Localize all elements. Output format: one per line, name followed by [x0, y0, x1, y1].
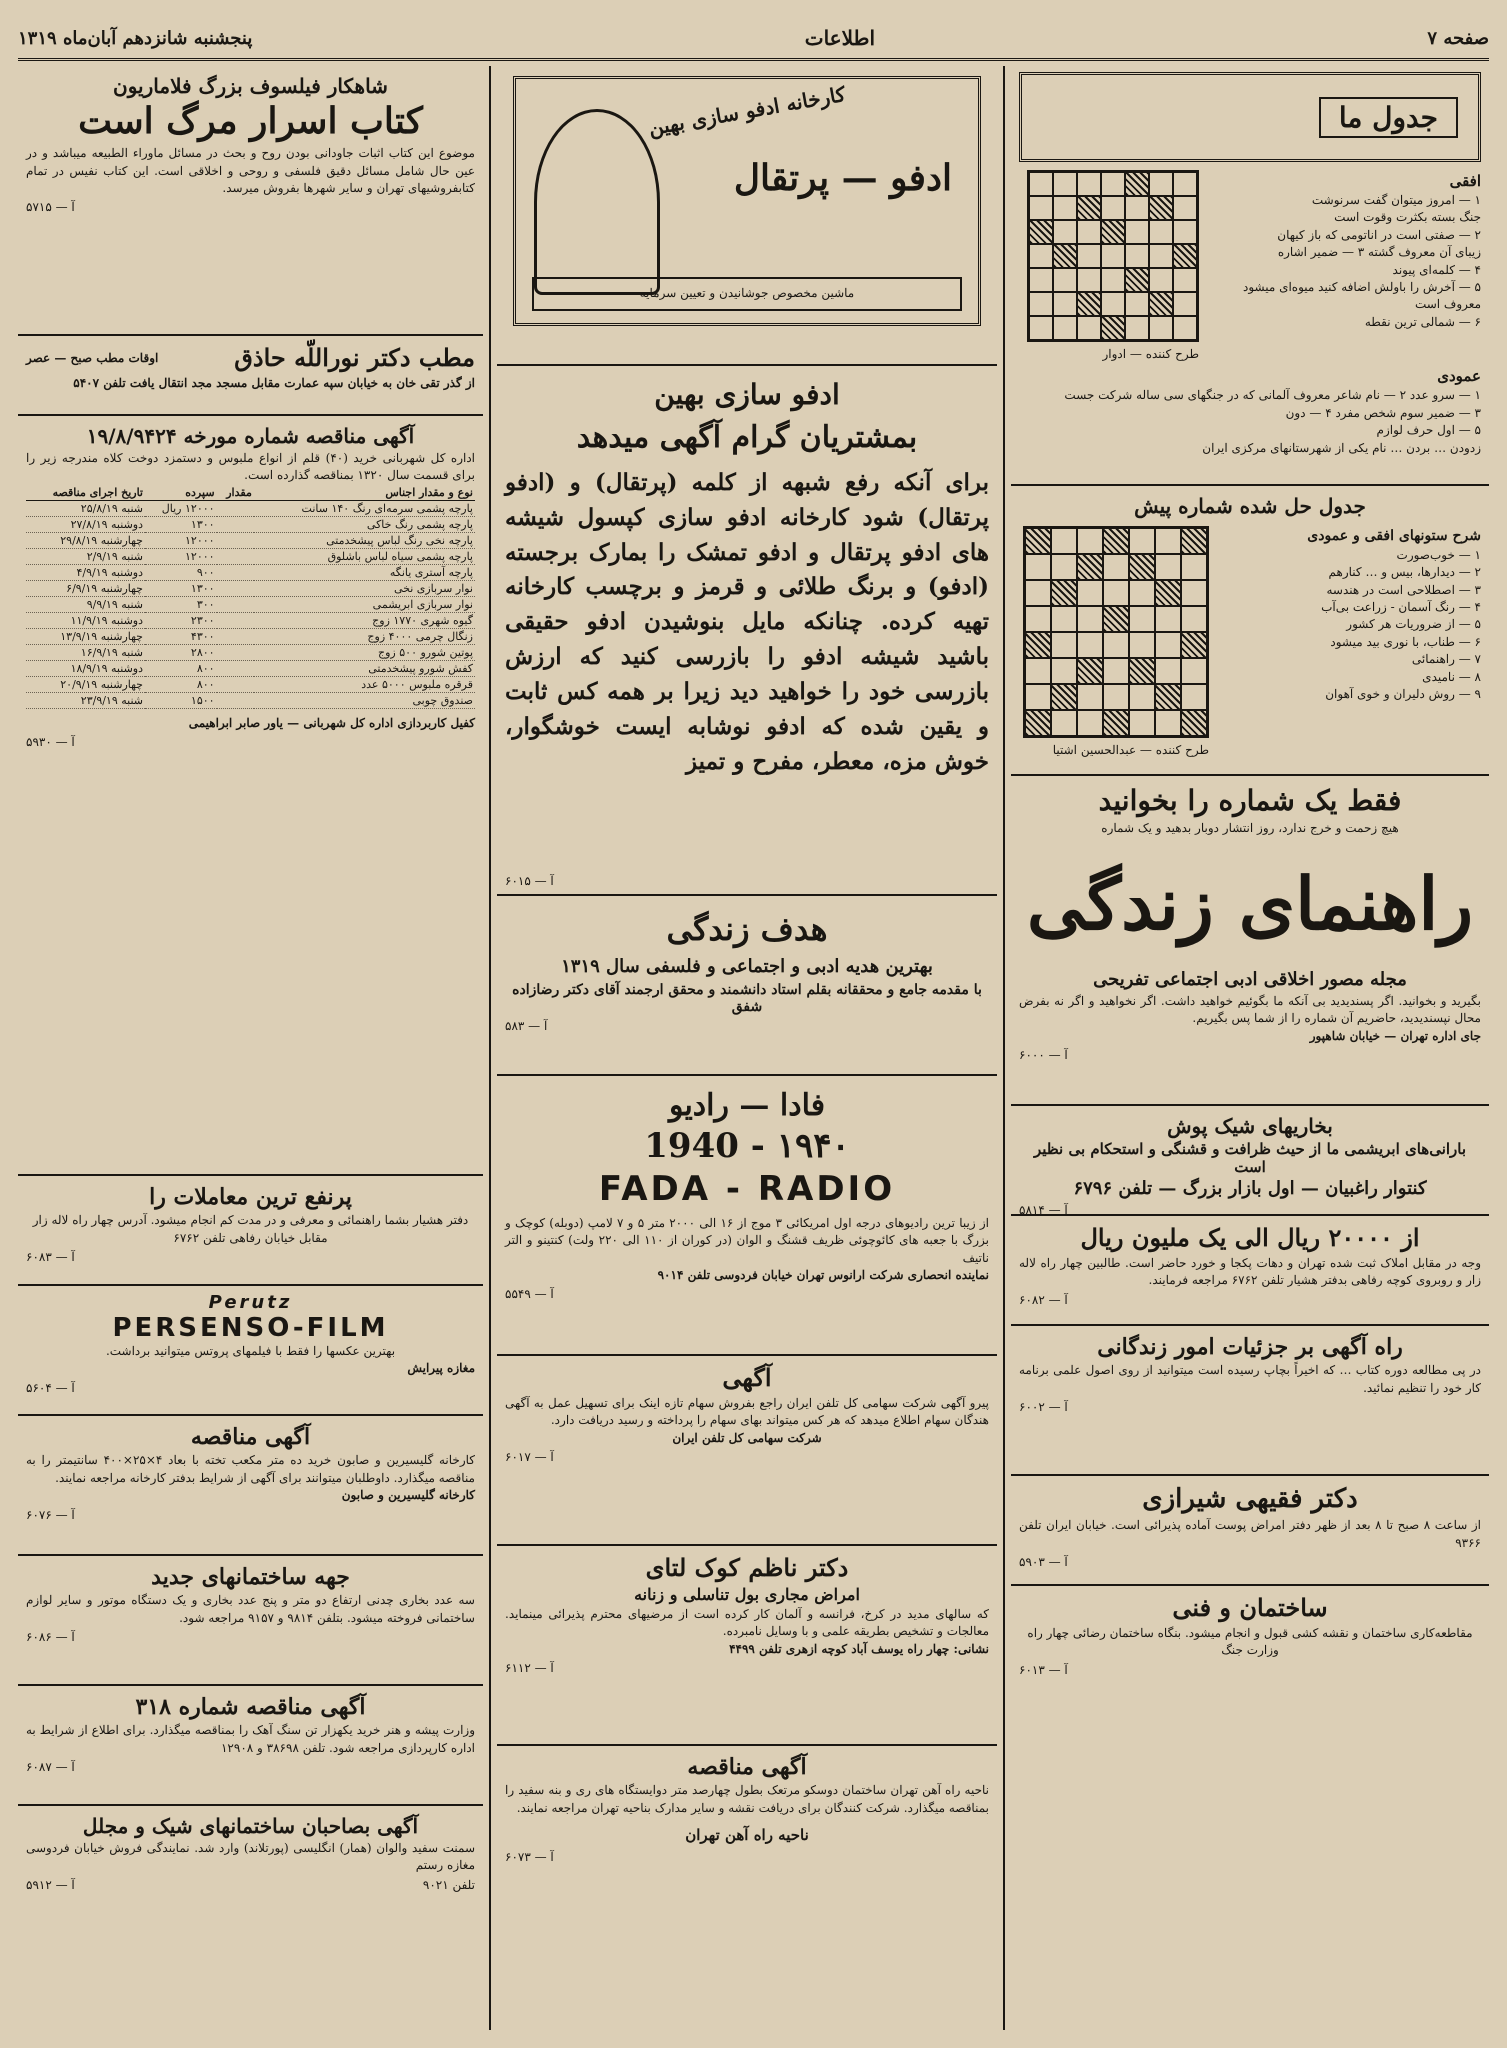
issue-date: پنجشنبه شانزدهم آبان‌ماه ۱۳۱۹ — [18, 27, 253, 49]
perutz-logo: Perutz — [208, 1292, 293, 1313]
tender-cell: کفش شورو پیشخدمتی — [254, 660, 475, 676]
glycerin-title: آگهی مناقصه — [190, 1424, 311, 1450]
tender-row — [26, 532, 475, 548]
solved-grid — [1023, 526, 1209, 738]
perutz-code: آ — ۵۶۰۴ — [26, 1380, 75, 1395]
tender-cell: پارچه پشمی رنگ خاکی — [254, 516, 475, 532]
doctor-shirazi-ad — [1011, 1476, 1489, 1586]
clinic-title: مطب دکتر نوراللّه حاذق — [234, 343, 475, 372]
adfu-note: ماشین مخصوص جوشانیدن و تعیین سرمایه — [639, 286, 855, 300]
heater-headline: بخاریهای شیک پوش — [1167, 1114, 1333, 1138]
tender-row — [26, 516, 475, 532]
down-title: عمودی — [1437, 367, 1481, 386]
tender-row — [26, 548, 475, 564]
middle-column — [497, 66, 997, 2030]
doctor-nazemi-code: آ — ۶۱۱۲ — [505, 1661, 554, 1676]
tender-cell — [217, 644, 254, 660]
tender-cell: زنگال چرمی ۴۰۰۰ زوج — [254, 628, 475, 644]
adfu-banner: کارخانه ادفو سازی بهین — [646, 81, 848, 141]
tender-cell — [217, 548, 254, 564]
tender318-code: آ — ۶۰۸۷ — [26, 1760, 75, 1775]
hoshyar-body: دفتر هشیار بشما راهنمائی و معرفی و در مدت کم انجام میشود. آدرس چهار راه لاله زار مقابل خیابان رفاهی تلفن ۶۷۶۲ — [32, 1213, 469, 1245]
tender318-body: وزارت پیشه و هنر خرید یکهزار تن سنگ آهک را بمناقصه میگذارد. برای اطلاع از شرایط به اداره کارپردازی مراجعه شود. تلفن ۳۸۶۹۸ و ۱۲۹۰۸ — [26, 1723, 475, 1755]
tender-cell: ۱۳۰۰ — [145, 516, 217, 532]
solved-item: ۲ — دیدارها، بیس و … کنارهم — [1328, 565, 1481, 580]
magazine-body: بگیرید و بخوانید. اگر پسندیدید بی آنکه ما بگوئیم خواهید داشت. اگر نخواهید و اگر نه بفرض محال نپسندیدید، حاضریم آن شماره را از شما پس بگیریم. — [1019, 993, 1481, 1026]
loan-code: آ — ۶۰۸۲ — [1019, 1292, 1068, 1307]
tender-cell: نوار سربازی نخی — [254, 580, 475, 596]
tender-row — [26, 580, 475, 596]
solved-item: ۴ — رنگ آسمان - زراعت بی‌آب — [1321, 599, 1481, 614]
tender-signature: کفیل کاربردازی اداره کل شهربانی — یاور صابر ابراهیمی — [188, 715, 475, 730]
tender-table — [26, 485, 475, 709]
tender-cell: ۱۲۰۰۰ ریال — [145, 500, 217, 516]
tender-cell: ۱۵۰۰ — [145, 692, 217, 708]
guide-ad — [1011, 1326, 1489, 1476]
cement-body: سمنت سفید والوان (همار) انگلیسی (پورتلاند) وارد شد. نمایندگی فروش خیابان فردوسی مغازه رستم — [26, 1841, 475, 1873]
adfu-illustration — [513, 76, 981, 326]
page-number: صفحه ۷ — [1427, 27, 1489, 49]
tender-cell — [217, 660, 254, 676]
guide-headline: راه آگهی بر جزئیات امور زندگانی — [1097, 1334, 1403, 1360]
railway-tender-ad — [497, 1746, 997, 1986]
tender-row — [26, 612, 475, 628]
construction-ad — [1011, 1586, 1489, 1706]
magazine-code: آ — ۶۰۰۰ — [1019, 1048, 1068, 1063]
solved-item: ۹ — روش دلیران و خوی آهوان — [1325, 686, 1481, 701]
tender-cell: گیوه شهری ۱۷۷۰ زوج — [254, 612, 475, 628]
book-code: آ — ۵۷۱۵ — [26, 200, 75, 215]
solved-explain-title: شرح ستونهای افقی و عمودی — [1307, 528, 1481, 544]
crossword-grid — [1027, 170, 1199, 342]
cement-title: آگهی بصاحبان ساختمانهای شیک و مجلل — [82, 1814, 419, 1838]
railway-signature: ناحیه راه آهن تهران — [685, 1826, 809, 1845]
police-tender-ad — [18, 416, 483, 1176]
adfu-text-ad — [497, 366, 997, 896]
tender-cell: ۳۰۰ — [145, 596, 217, 612]
tender-cell — [217, 692, 254, 708]
tender-row — [26, 676, 475, 692]
tender-cell — [217, 596, 254, 612]
phone-code: آ — ۶۰۱۷ — [505, 1449, 554, 1464]
hadaf-author: با مقدمه جامع و محققانه بقلم استاد دانشمند و محقق ارجمند آقای دکتر رضازاده شفق — [512, 981, 982, 1015]
adfu-brand: ادفو — پرتقال — [733, 157, 952, 199]
doctor-nazemi-subtitle: امراض مجاری بول تناسلی و زنانه — [634, 1584, 860, 1604]
tender-cell: ۲۳۰۰ — [145, 612, 217, 628]
tender-cell — [217, 676, 254, 692]
tender-cell: ۱۲۰۰۰ — [145, 548, 217, 564]
hadaf-subtitle: بهترین هدیه ادبی و اجتماعی و فلسفی سال ۱۳۱۹ — [561, 956, 933, 978]
crossword-clues — [1209, 170, 1481, 363]
across-clue: ۶ — شمالی ترین نقطه — [1364, 314, 1481, 329]
heater-code: آ — ۵۸۱۴ — [1019, 1202, 1068, 1216]
glycerin-signature: کارخانه گلیسیرین و صابون — [341, 1488, 475, 1503]
tender-cell — [217, 580, 254, 596]
arrow-icon — [532, 277, 962, 311]
tender-cell: چهارشنبه ۲۹/۸/۱۹ — [26, 532, 145, 548]
construction-body: مقاطعه‌کاری ساختمان و نقشه کشی قبول و انجام میشود. بنگاه ساختمان رضائی چهار راه وزارت جنگ — [1027, 1625, 1473, 1658]
tender-cell — [217, 500, 254, 516]
railway-code: آ — ۶۰۷۳ — [505, 1849, 554, 1864]
tender-row — [26, 596, 475, 612]
perutz-body: بهترین عکسها را فقط با فیلمهای پروتس میتوانید برداشت. — [105, 1344, 396, 1358]
radio-title: فادا — رادیو — [668, 1088, 826, 1123]
tender-cell: دوشنبه ۱۸/۹/۱۹ — [26, 660, 145, 676]
hadaf-code: آ — ۵۸۳ — [505, 1018, 548, 1033]
tender-cell: شنبه ۲۳/۹/۱۹ — [26, 692, 145, 708]
crossword-title: جدول ما — [1319, 97, 1458, 138]
tender-cell: دوشنبه ۲۷/۸/۱۹ — [26, 516, 145, 532]
tender-col-header: سپرده — [145, 485, 217, 501]
crossword-banner — [1019, 72, 1481, 162]
tender-cell: ۲۸۰۰ — [145, 644, 217, 660]
crossword-designer: طرح کننده — ادوار — [1102, 347, 1199, 361]
tender-cell: ۴۳۰۰ — [145, 628, 217, 644]
tender-cell: شنبه ۱۶/۹/۱۹ — [26, 644, 145, 660]
glycerin-ad — [18, 1416, 483, 1556]
across-clue: ۵ — آخرش را باولش اضافه کنید میوه‌ای میشود — [1242, 279, 1481, 294]
solved-designer: طرح کننده — عبدالحسین اشتیا — [1052, 743, 1209, 757]
doctor-nazemi-ad — [497, 1546, 997, 1746]
tender-row — [26, 644, 475, 660]
tender-cell: ۸۰۰ — [145, 660, 217, 676]
across-clue: جنگ بسته بکثرت وقوت است — [1334, 210, 1481, 225]
tender-cell: چهارشنبه ۲۰/۹/۱۹ — [26, 676, 145, 692]
perutz-title: PERSENSO-FILM — [112, 1313, 389, 1343]
tender-cell: دوشنبه ۴/۹/۱۹ — [26, 564, 145, 580]
tender-title: آگهی مناقصه شماره مورخه ۱۹/۸/۹۴۲۴ — [86, 424, 415, 448]
book-title: کتاب اسرار مرگ است — [78, 100, 423, 142]
across-clue: ۴ — کلمه‌ای پیوند — [1392, 262, 1481, 277]
loan-ad — [1011, 1216, 1489, 1326]
railway-title: آگهی مناقصه — [687, 1754, 807, 1780]
tender-cell — [217, 612, 254, 628]
loan-body: وجه در مقابل املاک ثبت شده تهران و دهات پکجا و خورد حاضر است. طالبین چهار راه لاله زار و روبروی کوچه رفاهی بدفتر هشیار تلفن ۶۷۶۲ مراجعه فرمایند. — [1019, 1255, 1481, 1288]
tender-row — [26, 628, 475, 644]
tender-cell: قرقره ملبوس ۵۰۰۰ عدد — [254, 676, 475, 692]
adfu-image-ad — [497, 66, 997, 366]
construction-headline: ساختمان و فنی — [1172, 1593, 1328, 1622]
newspaper-name: اطلاعات — [804, 26, 876, 50]
tender-cell: پوتین شورو ۵۰۰ زوج — [254, 644, 475, 660]
adfu-body: برای آنکه رفع شبهه از کلمه (پرتقال) و (ادفو پرتقال) شود کارخانه ادفو سازی کپسول شیشه های ادفو پرتقال و ادفو تمشک را بمارک برجسته (ادفو) و برنگ طلائی و قرمز و برچسب کارخانه تهیه کرده. چنانکه مایل بنوشیدن ادفو حقیقی باشید شیشه ادفو را بازرسی کنید که ارزش بازرسی خود را خواهید دید زیرا بر همه کس ثابت و یقین شده که ادفو نوشابه ایست خوشگوار، خوش مزه، معطر، مفرح و تمیز — [505, 468, 989, 776]
doctor-nazemi-body: که سالهای مدید در کرخ، فرانسه و آلمان کار کرده است از مرضیهای محترم پذیرائی مینماید. معالجات و تشخیص بطریقه علمی و با وسایل نامبرده. — [505, 1606, 989, 1639]
right-column — [1011, 66, 1489, 2030]
perutz-ad — [18, 1286, 483, 1416]
glycerin-body: کارخانه گلیسیرین و صابون خرید ده متر مکعب تخته با بعاد ۴×۲۵×۴۰۰ سانتیمتر را به مناقصه میگذارد. داوطلبان میتوانند برای آگهی از شرایط بدفتر کارخانه مراجعه نمایند. — [26, 1453, 475, 1485]
page-header — [18, 18, 1489, 61]
solved-crossword-box — [1011, 486, 1489, 776]
tender-cell: دوشنبه ۱۱/۹/۱۹ — [26, 612, 145, 628]
book-ad — [18, 66, 483, 336]
radio-year: ۱۹۴۰ - 1940 — [644, 1126, 850, 1166]
magazine-title: راهنمای زندگی — [1026, 860, 1474, 946]
doctor-nazemi-title: دکتر ناظم کوک لتای — [645, 1553, 849, 1582]
tender-cell: صندوق چوبی — [254, 692, 475, 708]
book-body: موضوع این کتاب اثبات جاودانی بودن روح و بحث در مسائل ماوراء الطبیعه میباشد و در عین حال شامل مسائل دقیق فلسفی و روحی و اخلاقی است. این کتاب نفیس در تمام کتابفروشیهای تهران و سایر شهرها بفروش میرسد. — [26, 146, 475, 195]
tender-cell — [217, 516, 254, 532]
hadaf-ad — [497, 896, 997, 1076]
solved-title: جدول حل شده شماره پیش — [1134, 494, 1366, 518]
tender-col-header: مقدار — [217, 485, 254, 501]
tender-cell — [217, 628, 254, 644]
adfu-code: آ — ۶۰۱۵ — [505, 874, 554, 888]
magazine-ad — [1011, 776, 1489, 1106]
adfu-title: ادفو سازی بهین — [654, 378, 840, 411]
buildings-title: جهه ساختمانهای جدید — [151, 1564, 350, 1590]
crossword-box — [1011, 66, 1489, 486]
solved-item: ۷ — راهنمائی — [1411, 652, 1481, 667]
tender-cell: چهارشنبه ۶/۹/۱۹ — [26, 580, 145, 596]
tender-col-header: نوع و مقدار اجناس — [254, 485, 475, 501]
phone-body: پیرو آگهی شرکت سهامی کل تلفن ایران راجع بفروش سهام تازه اینک برای تسهیل عمل به آگهی هندگان سهام اطلاع میدهد که هر کس میتواند بهای سهام را پرداخته و رسید دریافت دارد. — [505, 1395, 989, 1428]
tender-intro: اداره کل شهربانی خرید (۴۰) قلم از انواع ملبوس و دستمزد دوخت کلاه مندرجه زیر را برای قسمت سال ۱۳۲۰ بمناقصه گذارده است. — [26, 451, 476, 483]
down-clue: ۳ — ضمیر سوم شخص مفرد ۴ — دون — [1285, 405, 1481, 420]
tender-cell: نوار سربازی ابریشمی — [254, 596, 475, 612]
tender-col-header: تاریخ اجرای مناقصه — [26, 485, 145, 501]
tender-cell: پارچه نخی رنگ لباس پیشخدمتی — [254, 532, 475, 548]
tender-code: آ — ۵۹۳۰ — [26, 735, 75, 750]
down-clue: ۱ — سرو عدد ۲ — نام شاعر معروف آلمانی که در جنگهای سی ساله شرکت جست — [1064, 388, 1481, 403]
buildings-code: آ — ۶۰۸۶ — [26, 1630, 75, 1645]
across-clue: زیبای آن معروف گشته ۳ — ضمیر اشاره — [1277, 245, 1481, 260]
heater-body: بارانی‌های ابریشمی ما از حیث ظرافت و قشنگی و استحکام بی نظیر است — [1033, 1140, 1467, 1176]
tender-row — [26, 564, 475, 580]
across-clue: ۱ — امروز میتوان گفت سرنوشت — [1311, 193, 1481, 207]
across-title: افقی — [1449, 172, 1481, 190]
tender-cell: ۱۲۰۰۰ — [145, 532, 217, 548]
clinic-hours: اوقات مطب صبح — عصر — [26, 350, 159, 365]
hoshyar-code: آ — ۶۰۸۳ — [26, 1250, 75, 1265]
cement-code: آ — ۵۹۱۲ تلفن ۹۰۲۱ — [26, 1877, 475, 1892]
radio-logo: FADA - RADIO — [598, 1168, 896, 1209]
tender318-title: آگهی مناقصه شماره ۳۱۸ — [135, 1694, 366, 1720]
doctor-shirazi-headline: دکتر فقیهی شیرازی — [1142, 1484, 1358, 1514]
hadaf-title: هدف زندگی — [666, 910, 828, 948]
clinic-address: از گذر تقی خان به خیابان سپه عمارت مقابل مسجد مجد انتقال یافت تلفن ۵۴۰۷ — [73, 375, 475, 390]
solved-item: ۳ — اصطلاحی است در هندسه — [1326, 582, 1481, 597]
doctor-nazemi-address: نشانی: چهار راه یوسف آباد کوچه ازهری تلفن ۴۴۹۹ — [729, 1641, 989, 1656]
adfu-headline: بمشتریان گرام آگهی میدهد — [576, 419, 918, 455]
tender-cell — [217, 564, 254, 580]
glycerin-code: آ — ۶۰۷۶ — [26, 1507, 75, 1522]
heater-ad — [1011, 1106, 1489, 1216]
magazine-headline: فقط یک شماره را بخوانید — [1098, 784, 1402, 817]
book-pre: شاهکار فیلسوف بزرگ فلاماریون — [113, 74, 388, 98]
tender-cell: ۸۰۰ — [145, 676, 217, 692]
down-clue: زدودن … بردن … نام یکی از شهرستانهای مرکزی ایران — [1202, 440, 1481, 455]
radio-agent: نماینده انحصاری شرکت ارانوس تهران خیابان فردوسی تلفن ۹۰۱۴ — [657, 1267, 989, 1282]
heater-machine-icon — [534, 109, 660, 295]
tender-row — [26, 500, 475, 516]
solved-item: ۵ — از ضروریات هر کشور — [1346, 617, 1481, 632]
column-divider — [1003, 66, 1005, 2030]
doctor-shirazi-body: از ساعت ۸ صبح تا ۸ بعد از ظهر دفتر امراض پوست آماده پذیرائی است. خیابان ایران تلفن ۹۳۶۶ — [1019, 1518, 1482, 1550]
phone-title: آگهی — [722, 1363, 772, 1392]
doctor-shirazi-code: آ — ۵۹۰۳ — [1019, 1554, 1068, 1569]
tender318-ad — [18, 1686, 483, 1806]
tender-cell: ۱۳۰۰ — [145, 580, 217, 596]
column-divider — [489, 66, 491, 2030]
buildings-ad — [18, 1556, 483, 1686]
tender-cell: پارچه پشمی سرمه‌ای رنگ ۱۴۰ سانت — [254, 500, 475, 516]
cement-ad — [18, 1806, 483, 1906]
tender-row — [26, 692, 475, 708]
tender-cell: پارچه پشمی سیاه لباس باشلوق — [254, 548, 475, 564]
hoshyar-title: پرنفع ترین معاملات را — [149, 1184, 352, 1210]
tender-cell: شنبه ۲/۹/۱۹ — [26, 548, 145, 564]
solved-item: ۱ — خوب‌صورت — [1396, 547, 1481, 562]
magazine-tagline: مجله مصور اخلاقی ادبی اجتماعی تفریحی — [1093, 969, 1407, 991]
railway-body: ناحیه راه آهن تهران ساختمان دوسکو مرتعک بطول چهارصد متر دوایستگاه های ری و بنه سفید را بمناقصه میگذارد. شرکت کنندگان برای دریافت نقشه و سایر مدارک بناحیه تهران مراجعه نمایند. — [505, 1783, 989, 1815]
radio-body: از زیبا ترین رادیوهای درجه اول امریکائی ۳ موج از ۱۶ الی ۲۰۰۰ متر ۵ و ۷ لامپ (دوبله) کوچک و بزرگ با جعبه های کائوچوئی ظریف قشنگ و الوان (در کوران از ۱۱۰ الی ۲۲۰ ولت) کنتینو و التر ناتیف — [505, 1215, 989, 1265]
tender-cell: چهارشنبه ۱۳/۹/۱۹ — [26, 628, 145, 644]
buildings-body: سه عدد بخاری چدنی ارتفاع دو متر و پنج عدد بخاری و یک دستگاه موتور و سایر لوازم ساختمانی فروخته میشود. بتلفن ۹۸۱۴ و ۹۱۵۷ مراجعه شود. — [26, 1593, 475, 1625]
construction-code: آ — ۶۰۱۳ — [1019, 1662, 1068, 1677]
clinic-ad — [18, 336, 483, 416]
across-clue: معروف است — [1414, 297, 1481, 312]
across-clue: ۲ — صفتی است در اناتومی که باز کیهان — [1277, 227, 1481, 242]
heater-shop: کنتوار راغبیان — اول بازار بزرگ — تلفن ۶۷۹۶ — [1073, 1178, 1427, 1199]
tender-cell — [217, 532, 254, 548]
tender-cell: ۹۰۰ — [145, 564, 217, 580]
guide-body: در پی مطالعه دوره کتاب … که اخیراً بچاپ رسیده است میتوانید از روی اصول علمی برنامه کار خود را تنظیم نمائید. — [1019, 1363, 1481, 1395]
magazine-subline: هیچ زحمت و خرج ندارد، روز انتشار دوبار بدهید و یک شماره — [1101, 820, 1399, 835]
down-clue: ۵ — اول حرف لوازم — [1376, 423, 1481, 438]
tender-row — [26, 660, 475, 676]
radio-code: آ — ۵۵۴۹ — [505, 1287, 554, 1302]
tender-cell: شنبه ۹/۹/۱۹ — [26, 596, 145, 612]
perutz-shop: مغازه پیرایش — [407, 1361, 475, 1376]
solved-item: ۸ — نامیدی — [1422, 669, 1481, 684]
phone-company-ad — [497, 1356, 997, 1546]
phone-signature: شرکت سهامی کل تلفن ایران — [672, 1430, 822, 1445]
hoshyar-ad — [18, 1176, 483, 1286]
guide-code: آ — ۶۰۰۲ — [1019, 1400, 1068, 1415]
radio-ad — [497, 1076, 997, 1356]
loan-headline: از ۲۰۰۰۰ ریال الی یک ملیون ریال — [1080, 1223, 1420, 1252]
magazine-address: جای اداره تهران — خیابان شاهپور — [1309, 1028, 1481, 1043]
solved-item: ۶ — طناب، با نوری بید میشود — [1330, 634, 1481, 649]
tender-cell: شنبه ۲۵/۸/۱۹ — [26, 500, 145, 516]
left-column — [18, 66, 483, 2030]
tender-cell: پارچه آستری یانگه — [254, 564, 475, 580]
